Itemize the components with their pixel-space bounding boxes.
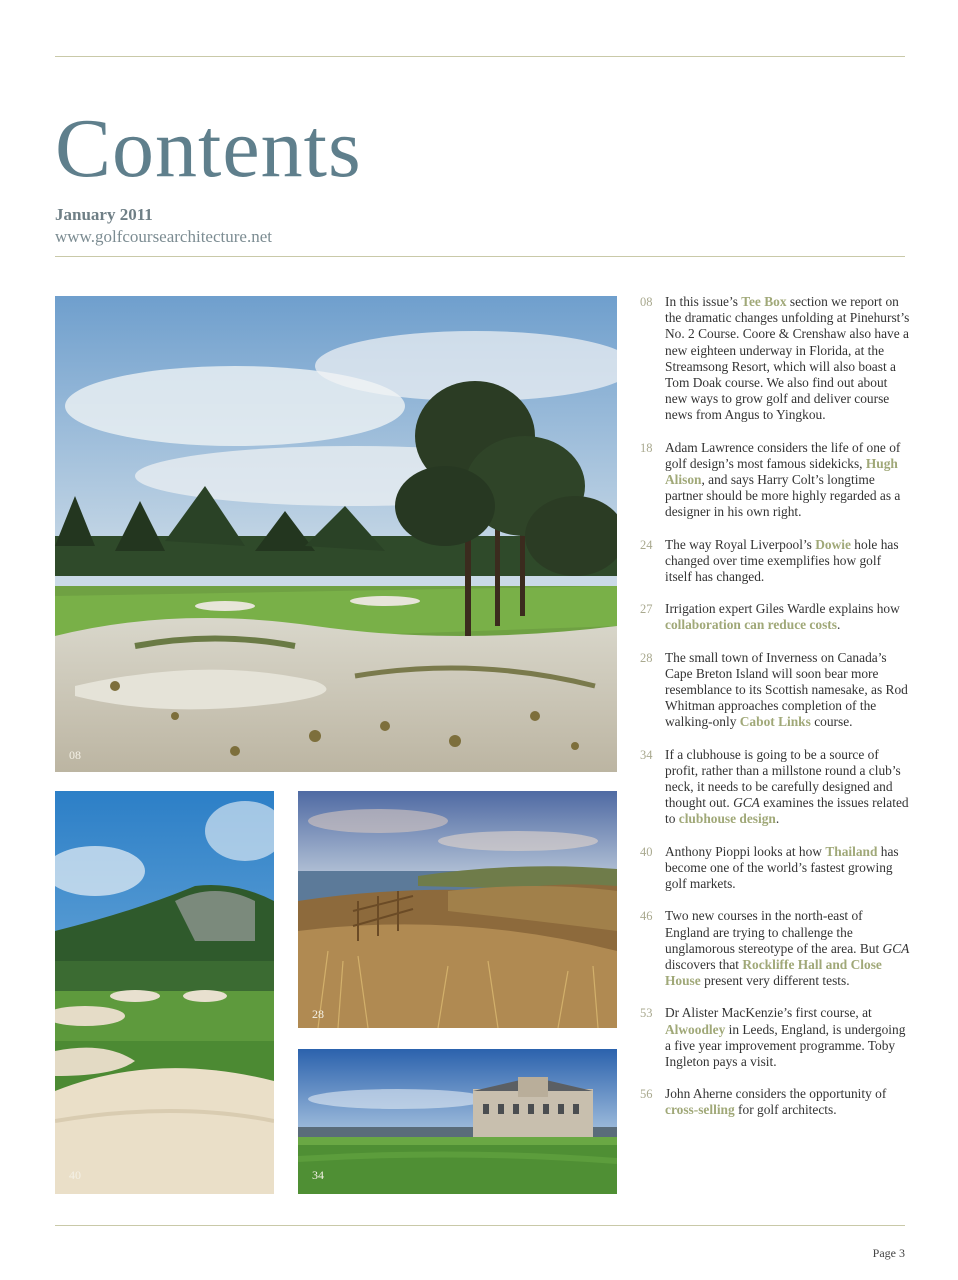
toc-description <box>665 1005 910 1070</box>
toc-description <box>665 908 910 989</box>
toc-description <box>665 601 910 633</box>
toc-page-number: 53 <box>640 1006 653 1021</box>
photo-label-40: 40 <box>69 1168 81 1182</box>
toc-highlight-link[interactable]: Rockliffe Hall and Close House <box>665 956 882 989</box>
website-url[interactable]: www.golfcoursearchitecture.net <box>55 227 272 246</box>
toc-text: In this issue’s <box>665 294 742 309</box>
toc-highlight-link[interactable]: cross-selling <box>665 1102 735 1118</box>
toc-text: , and says Harry Colt’s longtime partner should be more highly regarded as a designer in his own right. <box>665 472 901 520</box>
toc-text: discovers that <box>665 956 743 972</box>
page-title: Contents <box>55 102 362 195</box>
toc-text: Adam Lawrence considers the life of one of golf design’s most famous sidekicks, <box>665 439 901 471</box>
photo-label-28: 28 <box>312 1007 324 1021</box>
toc-text: examines the issues related to <box>665 795 909 827</box>
toc-text: present very different tests. <box>700 973 850 989</box>
toc-highlight-link[interactable]: Alwoodley <box>665 1021 726 1037</box>
toc-text: has become one of the world’s fastest growing golf markets. <box>665 843 899 892</box>
toc-highlight-link[interactable]: collaboration can reduce costs <box>665 617 837 633</box>
toc-text: Dr Alister MacKenzie’s first course, at <box>665 1005 872 1021</box>
table-of-contents <box>640 294 910 1135</box>
toc-text: Two new courses in the north-east of England are trying to challenge the unglamorous stereotype of the area. But <box>665 908 883 956</box>
footer-rule <box>55 1225 905 1226</box>
toc-description <box>665 844 910 893</box>
toc-page-number: 28 <box>640 650 653 665</box>
toc-description <box>665 1086 910 1118</box>
toc-highlight-link[interactable]: Dowie <box>815 536 851 552</box>
toc-entry[interactable] <box>640 294 910 424</box>
toc-page-number: 56 <box>640 1087 653 1102</box>
toc-text: course. <box>810 714 853 730</box>
toc-text: GCA <box>882 940 910 956</box>
toc-text: hole has changed over time exemplifies how golf itself has changed. <box>665 536 899 585</box>
toc-description <box>665 537 910 586</box>
toc-description <box>665 440 910 521</box>
toc-text: for golf architects. <box>734 1102 837 1118</box>
page-number: Page 3 <box>872 1246 905 1260</box>
toc-description <box>665 650 910 731</box>
toc-text: . <box>775 811 780 827</box>
toc-entry[interactable] <box>640 601 910 633</box>
toc-entry[interactable] <box>640 537 910 586</box>
toc-description <box>665 294 910 424</box>
toc-text: The way Royal Liverpool’s <box>665 536 816 552</box>
photo-label-08: 08 <box>69 748 81 762</box>
toc-entry[interactable] <box>640 844 910 893</box>
toc-page-number: 24 <box>640 537 653 552</box>
toc-text: Anthony Pioppi looks at how <box>665 843 826 859</box>
issue-date: January 2011 <box>55 205 153 224</box>
toc-page-number: 08 <box>640 295 653 309</box>
toc-entry[interactable] <box>640 908 910 989</box>
toc-highlight-link[interactable]: Tee Box <box>741 294 787 309</box>
toc-text: GCA <box>733 795 760 811</box>
toc-text: If a clubhouse is going to be a source of profit, rather than a millstone round a club’s neck, it needs to be carefully designed and thought out. <box>665 746 901 811</box>
toc-text: . <box>836 617 841 633</box>
toc-highlight-link[interactable]: Hugh Alison <box>665 455 898 488</box>
photo-thailand <box>55 791 274 1194</box>
toc-entry[interactable] <box>640 650 910 731</box>
header-rule <box>55 256 905 257</box>
photo-pinehurst <box>55 296 617 772</box>
toc-text: John Aherne considers the opportunity of <box>665 1086 887 1102</box>
photo-label-34: 34 <box>312 1168 324 1182</box>
toc-entry[interactable] <box>640 747 910 828</box>
photo-cabot-links <box>298 791 617 1028</box>
toc-entry[interactable] <box>640 1086 910 1118</box>
toc-page-number: 27 <box>640 602 653 617</box>
toc-highlight-link[interactable]: clubhouse design <box>678 811 776 827</box>
toc-highlight-link[interactable]: Thailand <box>825 843 878 859</box>
toc-text: The small town of Inverness on Canada’s Cape Breton Island will soon bear more resemblance to its Scottish namesake, as Rod Whitman approaches completion of the walking-only <box>665 649 908 730</box>
toc-description <box>665 747 910 828</box>
toc-page-number: 34 <box>640 747 653 762</box>
toc-text: in Leeds, England, is undergoing a five year improvement programme. Toby Ingleton pays a visit. <box>665 1021 906 1069</box>
toc-page-number: 46 <box>640 909 653 924</box>
photo-clubhouse <box>298 1049 617 1194</box>
toc-text: Irrigation expert Giles Wardle explains how <box>665 601 900 617</box>
toc-highlight-link[interactable]: Cabot Links <box>739 714 811 730</box>
top-rule <box>55 56 905 57</box>
toc-entry[interactable] <box>640 440 910 521</box>
toc-page-number: 40 <box>640 844 653 859</box>
toc-entry[interactable] <box>640 1005 910 1070</box>
toc-page-number: 18 <box>640 440 653 455</box>
toc-text: section we report on the dramatic changes unfolding at Pinehurst’s No. 2 Course. Coore & Crenshaw also have a new eighteen underway in Florida, at the Streamsong Resort, which will also boast a Tom Doak course. We also find out about new ways to grow golf and deliver course news from Angus to Yingkou. <box>665 294 910 423</box>
